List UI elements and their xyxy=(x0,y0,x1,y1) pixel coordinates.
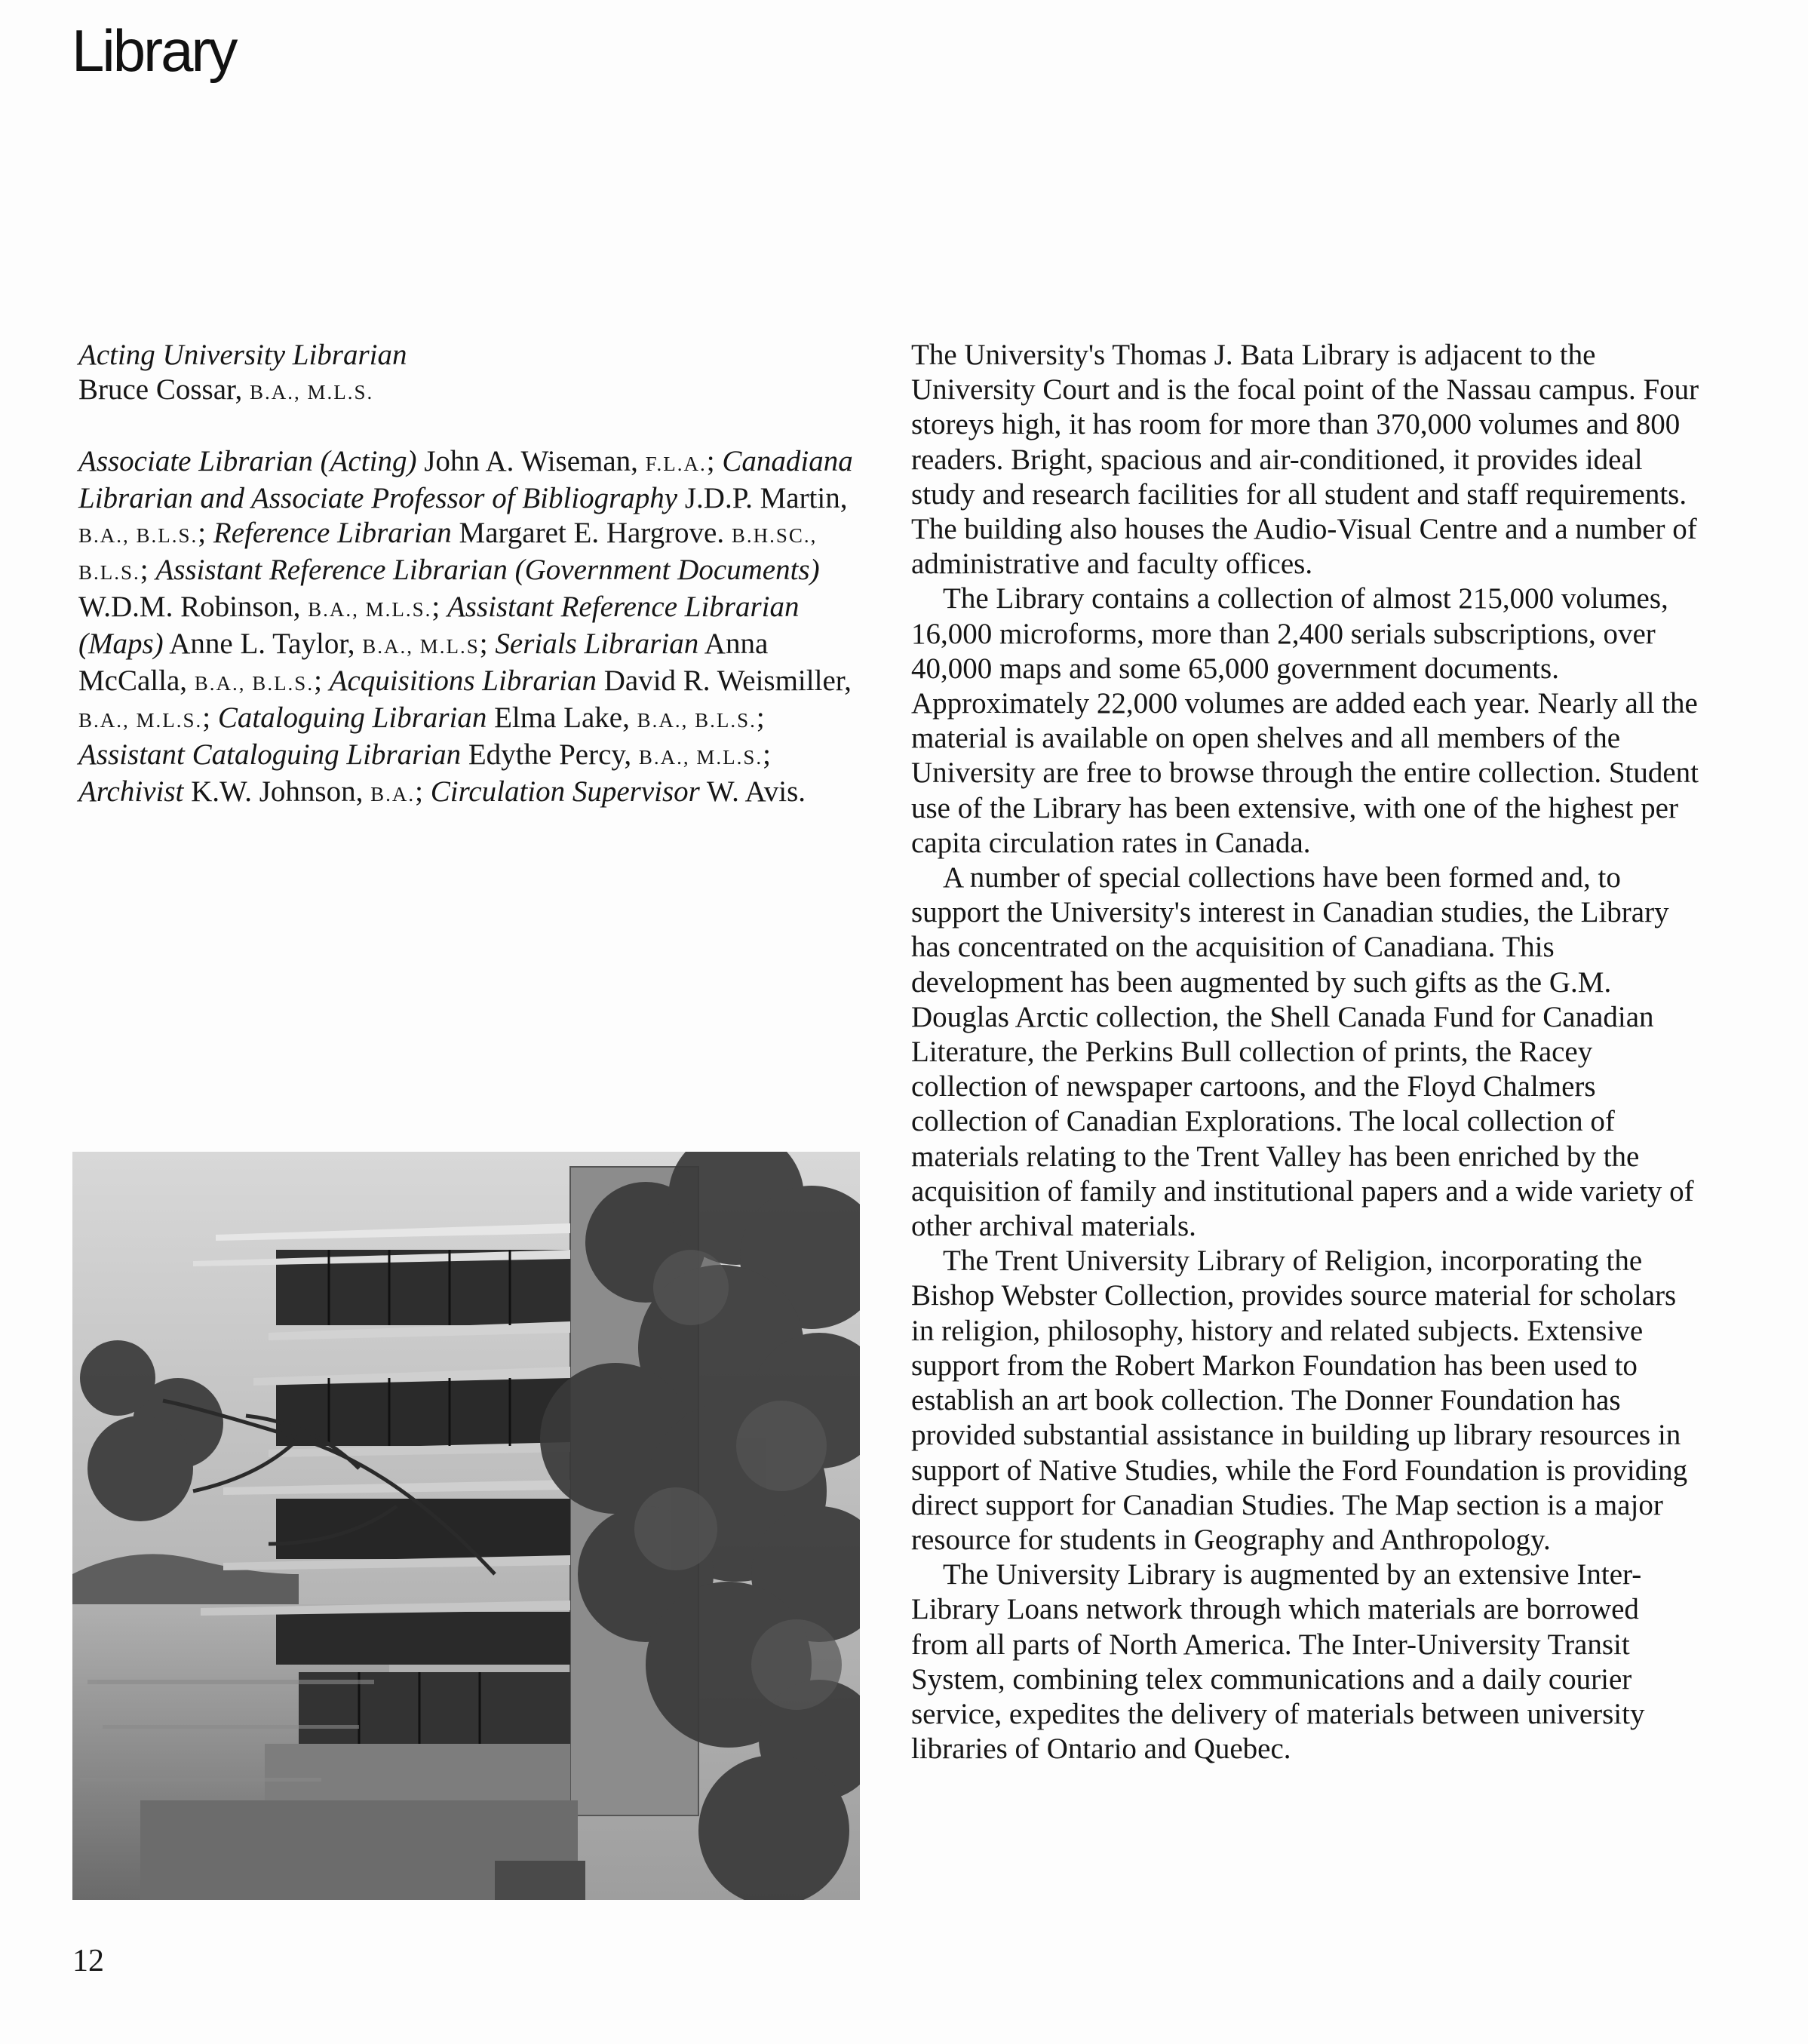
staff-credentials: B.A., M.L.S. xyxy=(308,598,432,621)
staff-role: Circulation Supervisor xyxy=(430,775,700,808)
page-title: Library xyxy=(72,17,236,84)
separator: ; xyxy=(198,517,213,549)
separator: ; xyxy=(202,701,218,734)
staff-credentials: B.A., M.L.S. xyxy=(249,381,374,404)
staff-entries xyxy=(78,444,870,812)
staff-credentials: B.A., B.L.S. xyxy=(78,524,198,547)
staff-role: Cataloguing Librarian xyxy=(217,701,487,734)
body-paragraph: A number of special collections have been formed and, to support the University's interest in Canadian studies, the Library has concentrated on the acquisition of Canadiana. This development has been augmented by such gifts as the G.M. Douglas Arctic collection, the Shell Canada Fund for Canadian Literature, the Perkins Bull collection of prints, the Racey collection of newspaper cartoons, and the Floyd Chalmers collection of Canadian Explorations. The local collection of materials relating to the Trent Valley has been enriched by the acquisition of family and institutional papers and a wide variety of other archival materials. xyxy=(911,861,1694,1243)
separator: ; xyxy=(706,445,723,477)
staff-role: Assistant Reference Librarian (Government Documents) xyxy=(155,554,820,586)
separator: ; xyxy=(431,591,447,623)
staff-name: W.D.M. Robinson, xyxy=(78,591,308,623)
staff-name: David R. Weismiller, xyxy=(596,664,852,697)
staff-role: Canadiana Librarian and Associate Professor of Bibliography xyxy=(78,445,853,514)
separator: ; xyxy=(479,628,496,660)
staff-name: Margaret E. Hargrove. xyxy=(451,517,732,549)
staff-name: Edythe Percy, xyxy=(461,738,639,771)
page-number: 12 xyxy=(72,1944,104,1978)
staff-name: K.W. Johnson, xyxy=(183,775,371,808)
separator: ; xyxy=(763,738,771,771)
body-paragraph: The University's Thomas J. Bata Library is adjacent to the University Court and is the focal point of the Nassau campus. Four storeys high, it has room for more than 370,000 volumes and 800 readers. Bright, spacious and air-conditioned, it provides ideal study and research facilities for all student and staff requirements. The building also houses the Audio-Visual Centre and a number of administrative and faculty offices. xyxy=(911,339,1699,581)
staff-credentials: B.A., M.L.S xyxy=(362,635,480,658)
staff-name: Anna McCalla, xyxy=(78,628,769,697)
staff-name: W. Avis. xyxy=(699,775,806,808)
body-paragraph: The Trent University Library of Religion, incorporating the Bishop Webster Collection, provides source material for scholars in religion, philosophy, history and related subjects. Extensive support from the Robert Markon Foundation has been used to establish an art book collection. The Donner Foundation has provided substantial assistance in building up library resources in support of Native Studies, while the Ford Foundation is providing direct support for Canadian Studies. The Map section is a major resource for students in Geography and Anthropology. xyxy=(911,1245,1688,1556)
staff-credentials: B.A., M.L.S. xyxy=(638,746,763,769)
staff-role: Assistant Cataloguing Librarian xyxy=(78,738,462,771)
separator: ; xyxy=(415,775,431,808)
separator: ; xyxy=(314,664,330,697)
staff-credentials: B.A., B.L.S. xyxy=(637,709,757,732)
staff-role: Associate Librarian (Acting) xyxy=(78,445,417,477)
staff-credentials: B.A. xyxy=(370,783,416,806)
staff-name: Bruce Cossar, xyxy=(78,373,250,406)
separator: ; xyxy=(756,701,765,734)
staff-credentials: F.L.A. xyxy=(645,453,707,475)
staff-list xyxy=(78,338,870,812)
staff-role: Assistant Reference Librarian (Maps) xyxy=(78,591,800,660)
staff-credentials: B.A., B.L.S. xyxy=(194,672,315,695)
staff-name: Elma Lake, xyxy=(487,701,637,734)
staff-role: Reference Librarian xyxy=(213,517,452,549)
staff-credentials: B.A., M.L.S. xyxy=(78,709,203,732)
separator: ; xyxy=(140,554,156,586)
staff-role: Acquisitions Librarian xyxy=(329,664,597,697)
staff-name: Anne L. Taylor, xyxy=(163,628,363,660)
staff-credentials: B.H.SC., B.L.S. xyxy=(78,524,818,584)
body-text xyxy=(911,338,1703,1766)
staff-role: Serials Librarian xyxy=(495,628,699,660)
library-building-photo xyxy=(72,1152,860,1900)
staff-name: J.D.P. Martin, xyxy=(677,482,848,514)
staff-role: Acting University Librarian xyxy=(78,339,407,371)
body-paragraph: The University Library is augmented by an extensive Inter-Library Loans network through which materials are borrowed from all parts of North America. The Inter-University Transit System, combining telex communications and a daily courier service, expedites the delivery of materials between university libraries of Ontario and Quebec. xyxy=(911,1558,1645,1766)
body-paragraph: The Library contains a collection of almost 215,000 volumes, 16,000 microforms, more than 2,400 serials subscriptions, over 40,000 maps and some 65,000 government documents. Approximately 22,000 volumes are added each year. Nearly all the material is available on open shelves and all members of the University are free to browse through the entire collection. Student use of the Library has been extensive, with one of the highest per capita circulation rates in Canada. xyxy=(911,582,1699,859)
acting-librarian xyxy=(78,338,870,410)
staff-role: Archivist xyxy=(78,775,184,808)
staff-name: John A. Wiseman, xyxy=(416,445,646,477)
